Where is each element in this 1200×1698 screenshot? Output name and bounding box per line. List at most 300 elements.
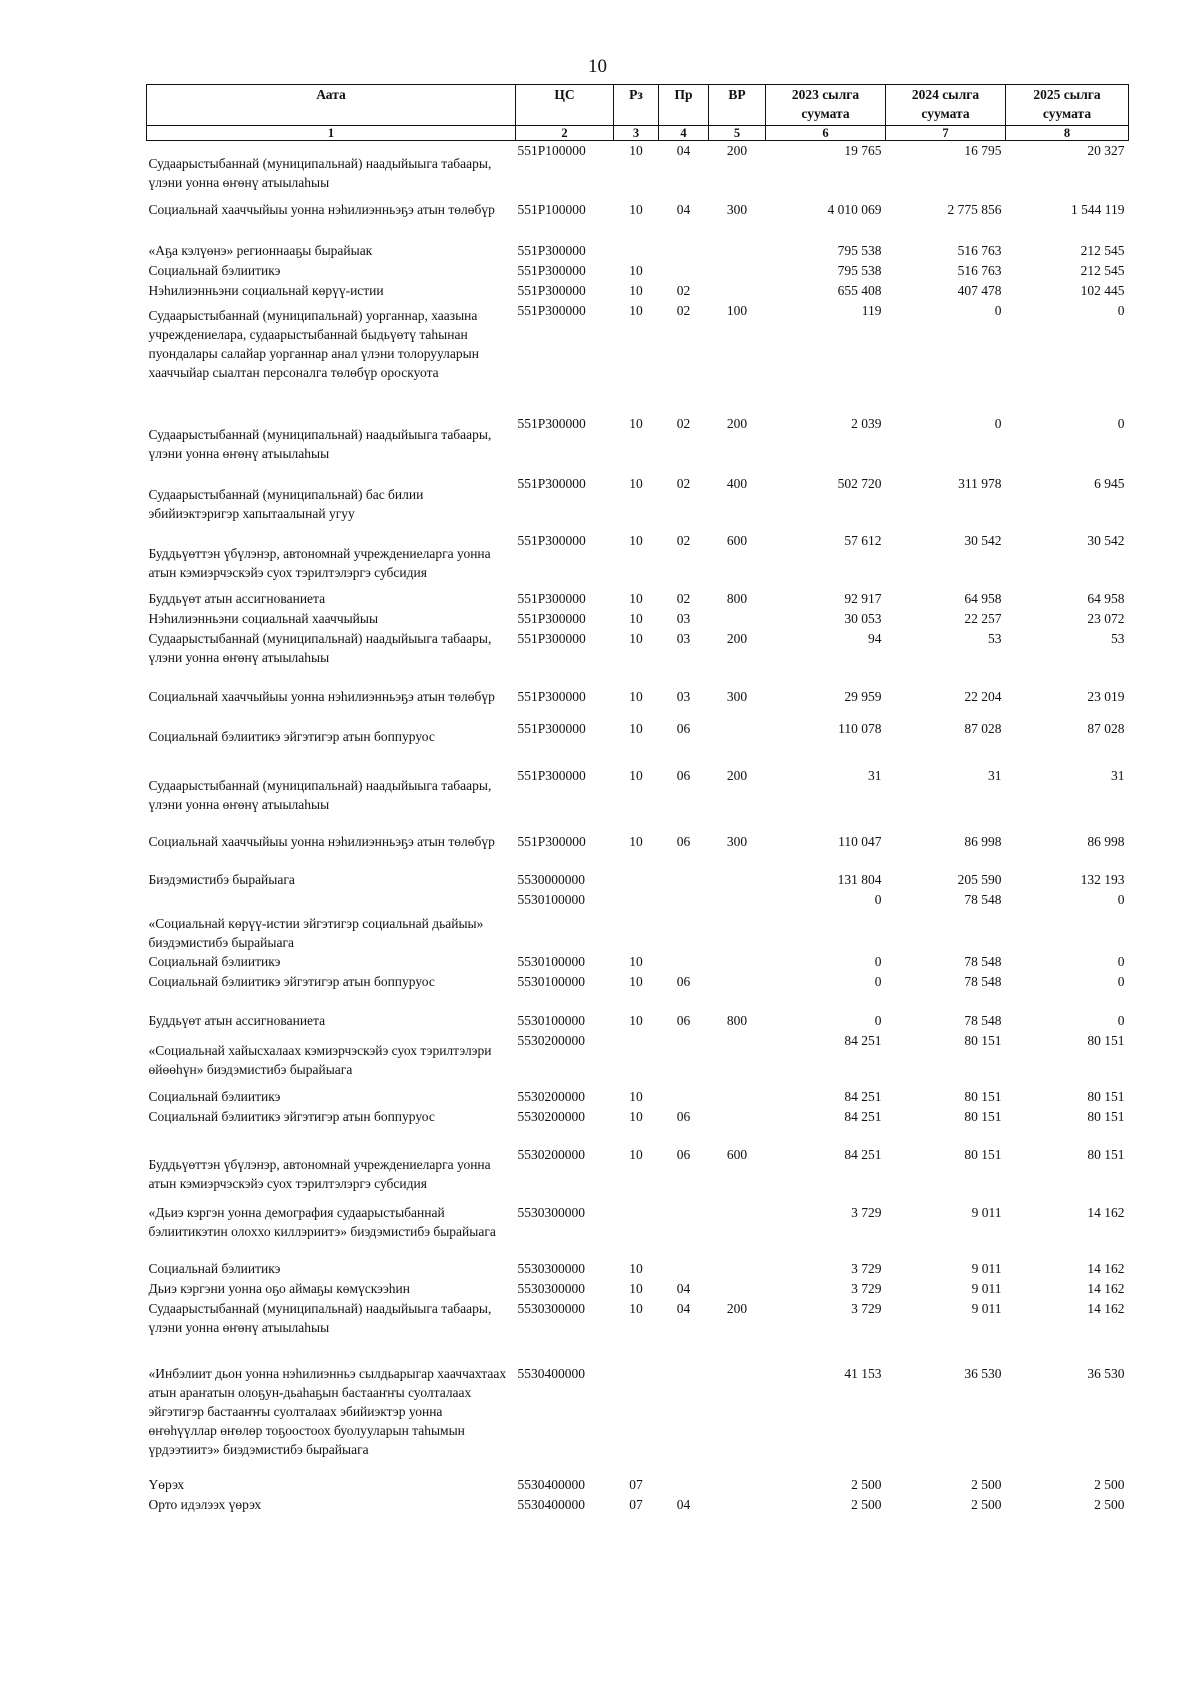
row-cs-code: 551P300000 bbox=[517, 415, 586, 431]
row-name: Судаарыстыбаннай (муниципальнай) наадыйыыга табаары, үлэни уонна өҥөнү атыылаһыы bbox=[148, 630, 492, 665]
row-vr-code bbox=[709, 952, 766, 972]
row-amount-2025: 0 bbox=[1117, 973, 1125, 989]
row-name: «Аҕа кэлүөнэ» регионнааҕы бырайыак bbox=[148, 242, 373, 258]
row-amount-2025: 14 162 bbox=[1087, 1280, 1125, 1296]
row-pr-code bbox=[659, 241, 709, 261]
row-cs-code: 551P300000 bbox=[517, 590, 586, 606]
table-body bbox=[147, 141, 1129, 1515]
row-vr-code bbox=[709, 1087, 766, 1107]
row-name: «Социальнай хайысхалаах кэмиэрчэскэйэ суох тэрилтэлэри өйөөһүн» биэдэмистибэ бырайыага bbox=[148, 1042, 492, 1077]
row-amount-2025: 86 998 bbox=[1087, 833, 1125, 849]
row-pr-code: 06 bbox=[676, 1108, 691, 1124]
table-row bbox=[147, 474, 1129, 531]
row-amount-2024: 205 590 bbox=[957, 871, 1002, 887]
row-name: Судаарыстыбаннай (муниципальнай) наадыйыыга табаары, үлэни уонна өҥөнү атыылаһыы bbox=[148, 156, 492, 190]
row-vr-code bbox=[709, 719, 766, 766]
row-amount-2024: 80 151 bbox=[964, 1108, 1002, 1124]
table-row bbox=[147, 531, 1129, 589]
row-amount-2023: 29 959 bbox=[844, 688, 882, 704]
row-rz-code: 10 bbox=[629, 262, 643, 278]
column-number: 7 bbox=[886, 126, 1006, 141]
row-amount-2024: 0 bbox=[994, 415, 1002, 431]
row-amount-2024: 87 028 bbox=[964, 720, 1002, 736]
row-amount-2023: 131 804 bbox=[837, 871, 882, 887]
row-name: Орто идэлээх үөрэх bbox=[148, 1496, 262, 1512]
table-row bbox=[147, 414, 1129, 474]
row-cs-code: 5530300000 bbox=[517, 1260, 585, 1276]
row-name: Судаарыстыбаннай (муниципальнай) наадыйыыга табаары, үлэни уонна өҥөнү атыылаһыы bbox=[148, 426, 492, 461]
row-amount-2023: 31 bbox=[868, 767, 882, 783]
row-amount-2023: 3 729 bbox=[851, 1260, 882, 1276]
row-rz-code bbox=[614, 241, 659, 261]
column-number: 1 bbox=[147, 126, 516, 141]
row-cs-code: 5530400000 bbox=[517, 1476, 585, 1492]
table-row bbox=[147, 281, 1129, 301]
row-amount-2025: 31 bbox=[1111, 767, 1125, 783]
table-row bbox=[147, 261, 1129, 281]
row-vr-code: 200 bbox=[726, 143, 748, 158]
row-cs-code: 5530300000 bbox=[517, 1300, 585, 1316]
table-row bbox=[147, 629, 1129, 687]
row-pr-code: 02 bbox=[676, 302, 691, 318]
row-name: Социальнай бэлиитикэ bbox=[148, 1088, 281, 1104]
row-amount-2023: 84 251 bbox=[844, 1088, 882, 1104]
table-row bbox=[147, 1031, 1129, 1087]
row-cs-code: 5530100000 bbox=[517, 1012, 585, 1028]
row-vr-code: 400 bbox=[726, 475, 748, 491]
row-cs-code: 5530200000 bbox=[517, 1088, 585, 1104]
table-row bbox=[147, 141, 1129, 200]
table-row bbox=[147, 589, 1129, 609]
row-rz-code: 10 bbox=[629, 201, 643, 217]
row-pr-code: 06 bbox=[676, 720, 691, 736]
row-amount-2025: 2 500 bbox=[1094, 1496, 1125, 1512]
row-amount-2025: 0 bbox=[1117, 891, 1125, 907]
row-rz-code: 10 bbox=[629, 630, 643, 646]
row-pr-code: 03 bbox=[676, 610, 691, 626]
row-amount-2025: 0 bbox=[1117, 302, 1125, 318]
row-amount-2023: 2 500 bbox=[851, 1496, 882, 1512]
header-vr: ВР bbox=[709, 85, 766, 126]
row-cs-code: 5530200000 bbox=[517, 1108, 585, 1124]
row-amount-2025: 64 958 bbox=[1087, 590, 1125, 606]
row-name: Дьиэ кэргэни уонна оҕо аймаҕы көмүскээһин bbox=[148, 1280, 410, 1296]
header-cs: ЦС bbox=[516, 85, 614, 126]
row-amount-2025: 23 072 bbox=[1087, 610, 1125, 626]
table-row bbox=[147, 687, 1129, 719]
row-vr-code: 200 bbox=[726, 767, 748, 783]
row-name: Социальнай бэлиитикэ эйгэтигэр атын боппуруос bbox=[148, 973, 435, 989]
row-cs-code: 551P100000 bbox=[517, 201, 586, 217]
row-amount-2023: 84 251 bbox=[844, 1146, 882, 1162]
row-rz-code: 10 bbox=[629, 1088, 643, 1104]
row-cs-code: 551P300000 bbox=[517, 610, 586, 626]
row-amount-2025: 53 bbox=[1111, 630, 1125, 646]
row-amount-2024: 31 bbox=[988, 767, 1002, 783]
row-pr-code bbox=[659, 1087, 709, 1107]
row-rz-code bbox=[614, 870, 659, 890]
row-name: Судаарыстыбаннай (муниципальнай) уорганнар, хаазына учреждениелара, судаарыстыбаннай быдьүөтү таһынан пуондалары салайар уорганнар анал үлэни толорууларын хааччыйар сыалтан персоналга төлөбүр ороскуота bbox=[148, 307, 479, 380]
header-row bbox=[147, 85, 1129, 126]
row-rz-code: 10 bbox=[629, 532, 643, 548]
row-vr-code: 100 bbox=[726, 302, 748, 318]
row-amount-2024: 78 548 bbox=[964, 1012, 1002, 1028]
row-amount-2025: 80 151 bbox=[1087, 1108, 1125, 1124]
table-row bbox=[147, 1299, 1129, 1364]
row-cs-code: 551P300000 bbox=[517, 242, 586, 258]
row-vr-code: 200 bbox=[726, 630, 748, 646]
row-amount-2025: 132 193 bbox=[1080, 871, 1125, 887]
row-name: Судаарыстыбаннай (муниципальнай) бас билии эбийиэктэригэр хапытаалынай угуу bbox=[148, 486, 424, 521]
row-rz-code: 10 bbox=[629, 767, 643, 783]
row-pr-code bbox=[659, 261, 709, 281]
row-amount-2023: 41 153 bbox=[844, 1365, 882, 1381]
row-amount-2024: 64 958 bbox=[964, 590, 1002, 606]
row-name: Социальнай бэлиитикэ эйгэтигэр атын боппуруос bbox=[148, 1108, 435, 1124]
row-rz-code: 07 bbox=[629, 1496, 643, 1512]
row-amount-2023: 0 bbox=[874, 973, 882, 989]
row-rz-code: 10 bbox=[629, 720, 643, 736]
row-amount-2024: 16 795 bbox=[964, 143, 1002, 158]
row-amount-2023: 92 917 bbox=[844, 590, 882, 606]
row-vr-code bbox=[709, 241, 766, 261]
table-row bbox=[147, 890, 1129, 952]
row-pr-code: 02 bbox=[676, 590, 691, 606]
row-amount-2025: 14 162 bbox=[1087, 1300, 1125, 1316]
row-cs-code: 5530100000 bbox=[517, 953, 585, 969]
row-vr-code bbox=[709, 261, 766, 281]
row-amount-2025: 2 500 bbox=[1094, 1476, 1125, 1492]
table-row bbox=[147, 1145, 1129, 1203]
row-pr-code: 06 bbox=[676, 973, 691, 989]
row-name: «Социальнай көрүү-истии эйгэтигэр социальнай дьайыы» биэдэмистибэ бырайыага bbox=[148, 915, 484, 950]
row-name: «Инбэлиит дьон уонна нэһилиэнньэ сылдьарыгар хааччахтаах атын араҥатын олоҕун-дьаһаҕын бастааҥҥы суолталаах эйгэтигэр бастааҥҥы суолталаах эбийиэктэр уонна өҥөһүүллар өҥөлөр тоҕоостоох буолууларын таһымын үрдээтиитэ» биэдэмистибэ бырайыага bbox=[148, 1365, 507, 1457]
row-amount-2025: 0 bbox=[1117, 415, 1125, 431]
row-name: Нэһилиэнньэни социальнай хааччыйыы bbox=[148, 610, 379, 626]
row-amount-2024: 80 151 bbox=[964, 1146, 1002, 1162]
row-vr-code: 300 bbox=[726, 201, 748, 217]
row-amount-2024: 9 011 bbox=[971, 1300, 1002, 1316]
row-amount-2024: 2 500 bbox=[971, 1496, 1002, 1512]
row-amount-2024: 9 011 bbox=[971, 1260, 1002, 1276]
row-pr-code: 06 bbox=[676, 1012, 691, 1028]
budget-table bbox=[146, 84, 1129, 1515]
row-rz-code: 10 bbox=[629, 143, 643, 158]
row-pr-code: 02 bbox=[676, 415, 691, 431]
row-amount-2023: 84 251 bbox=[844, 1032, 882, 1048]
row-amount-2023: 502 720 bbox=[837, 475, 882, 491]
row-amount-2025: 1 544 119 bbox=[1071, 201, 1125, 217]
row-cs-code: 551P300000 bbox=[517, 630, 586, 646]
row-vr-code: 600 bbox=[726, 1146, 748, 1162]
row-name: Социальнай хааччыйыы уонна нэһилиэнньэҕэ атын төлөбүр bbox=[148, 688, 495, 704]
row-rz-code: 10 bbox=[629, 973, 643, 989]
table-row bbox=[147, 1279, 1129, 1299]
row-amount-2024: 9 011 bbox=[971, 1280, 1002, 1296]
column-number: 3 bbox=[614, 126, 659, 141]
row-vr-code: 800 bbox=[726, 1012, 748, 1028]
row-cs-code: 551P300000 bbox=[517, 532, 586, 548]
row-vr-code bbox=[709, 1107, 766, 1145]
row-amount-2025: 80 151 bbox=[1087, 1146, 1125, 1162]
row-cs-code: 551P300000 bbox=[517, 282, 586, 298]
row-amount-2025: 14 162 bbox=[1087, 1204, 1125, 1220]
row-rz-code: 10 bbox=[629, 415, 643, 431]
row-rz-code bbox=[614, 890, 659, 952]
row-amount-2024: 78 548 bbox=[964, 891, 1002, 907]
row-amount-2023: 57 612 bbox=[844, 532, 882, 548]
row-rz-code: 10 bbox=[629, 1260, 643, 1276]
page-number: 10 bbox=[588, 56, 607, 77]
row-pr-code bbox=[659, 1031, 709, 1087]
table-row bbox=[147, 1495, 1129, 1515]
row-amount-2025: 87 028 bbox=[1087, 720, 1125, 736]
row-amount-2024: 80 151 bbox=[964, 1032, 1002, 1048]
row-amount-2025: 36 530 bbox=[1087, 1365, 1125, 1381]
row-amount-2023: 30 053 bbox=[844, 610, 882, 626]
row-amount-2024: 78 548 bbox=[964, 973, 1002, 989]
row-name: «Дьиэ кэргэн уонна демография судаарыстыбаннай бэлиитикэтин олоххо киллэриитэ» биэдэмистибэ бырайыага bbox=[148, 1204, 496, 1239]
row-pr-code bbox=[659, 870, 709, 890]
row-amount-2023: 0 bbox=[874, 953, 882, 969]
row-cs-code: 551P300000 bbox=[517, 767, 586, 783]
row-cs-code: 551P300000 bbox=[517, 688, 586, 704]
header-2023: 2023 сылга суумата bbox=[766, 85, 886, 126]
header-rz: Рз bbox=[614, 85, 659, 126]
row-cs-code: 5530400000 bbox=[517, 1365, 585, 1381]
row-pr-code bbox=[659, 1364, 709, 1475]
row-name: Буддьүөт атын ассигнованиета bbox=[148, 590, 326, 606]
row-vr-code bbox=[709, 890, 766, 952]
row-amount-2024: 516 763 bbox=[957, 242, 1002, 258]
row-vr-code: 200 bbox=[726, 1300, 748, 1316]
row-name: Судаарыстыбаннай (муниципальнай) наадыйыыга табаары, үлэни уонна өҥөнү атыылаһыы bbox=[148, 777, 492, 812]
row-amount-2024: 2 500 bbox=[971, 1476, 1002, 1492]
row-rz-code: 10 bbox=[629, 1146, 643, 1162]
row-amount-2024: 0 bbox=[994, 302, 1002, 318]
row-cs-code: 551P300000 bbox=[517, 302, 586, 318]
row-cs-code: 551P300000 bbox=[517, 720, 586, 736]
row-cs-code: 551P100000 bbox=[517, 143, 586, 158]
row-vr-code bbox=[709, 1203, 766, 1259]
row-name: Буддьүөт атын ассигнованиета bbox=[148, 1012, 326, 1028]
row-rz-code: 10 bbox=[629, 590, 643, 606]
column-number: 5 bbox=[709, 126, 766, 141]
row-vr-code bbox=[709, 1495, 766, 1515]
row-vr-code bbox=[709, 870, 766, 890]
row-pr-code: 04 bbox=[676, 1280, 691, 1296]
row-name: Буддьүөттэн үбүлэнэр, автономнай учреждениеларга уонна атын кэмиэрчэскэйэ суох тэрилтэлэргэ субсидия bbox=[148, 1156, 491, 1191]
table-row bbox=[147, 241, 1129, 261]
row-amount-2024: 22 257 bbox=[964, 610, 1002, 626]
row-amount-2025: 212 545 bbox=[1080, 262, 1125, 278]
row-vr-code: 600 bbox=[726, 532, 748, 548]
row-amount-2024: 516 763 bbox=[957, 262, 1002, 278]
table-row bbox=[147, 1011, 1129, 1031]
row-amount-2023: 795 538 bbox=[837, 262, 882, 278]
row-name: Судаарыстыбаннай (муниципальнай) наадыйыыга табаары, үлэни уонна өҥөнү атыылаһыы bbox=[148, 1300, 492, 1335]
row-name: Нэһилиэнньэни социальнай көрүү-истии bbox=[148, 282, 384, 298]
row-rz-code bbox=[614, 1364, 659, 1475]
row-amount-2023: 110 078 bbox=[838, 720, 882, 736]
table-row bbox=[147, 1087, 1129, 1107]
row-name: Социальнай хааччыйыы уонна нэһилиэнньэҕэ атын төлөбүр bbox=[148, 833, 495, 849]
row-name: Социальнай бэлиитикэ эйгэтигэр атын боппуруос bbox=[148, 728, 435, 744]
row-name: Социальнай бэлиитикэ bbox=[148, 262, 281, 278]
row-amount-2023: 0 bbox=[874, 891, 882, 907]
row-amount-2024: 36 530 bbox=[964, 1365, 1002, 1381]
table-row bbox=[147, 766, 1129, 832]
table-row bbox=[147, 200, 1129, 241]
column-number: 8 bbox=[1006, 126, 1129, 141]
header-pr: Пр bbox=[659, 85, 709, 126]
row-amount-2025: 80 151 bbox=[1087, 1088, 1125, 1104]
row-pr-code: 04 bbox=[676, 1300, 691, 1316]
row-pr-code: 06 bbox=[676, 767, 691, 783]
column-number-row bbox=[147, 126, 1129, 141]
row-name: Биэдэмистибэ бырайыага bbox=[148, 871, 295, 887]
table-row bbox=[147, 870, 1129, 890]
column-number: 4 bbox=[659, 126, 709, 141]
row-pr-code: 02 bbox=[676, 475, 691, 491]
header-name: Аата bbox=[147, 85, 516, 126]
row-rz-code: 10 bbox=[629, 953, 643, 969]
row-cs-code: 551P300000 bbox=[517, 475, 586, 491]
row-amount-2023: 110 047 bbox=[838, 833, 882, 849]
row-cs-code: 5530100000 bbox=[517, 973, 585, 989]
column-number: 6 bbox=[766, 126, 886, 141]
row-amount-2023: 3 729 bbox=[851, 1204, 882, 1220]
row-vr-code: 800 bbox=[726, 590, 748, 606]
row-cs-code: 551P300000 bbox=[517, 262, 586, 278]
row-rz-code: 10 bbox=[629, 1280, 643, 1296]
row-amount-2025: 20 327 bbox=[1087, 143, 1125, 158]
row-amount-2023: 0 bbox=[874, 1012, 882, 1028]
row-rz-code: 10 bbox=[629, 610, 643, 626]
row-amount-2025: 30 542 bbox=[1087, 532, 1125, 548]
row-rz-code: 07 bbox=[629, 1476, 643, 1492]
row-amount-2023: 3 729 bbox=[851, 1300, 882, 1316]
row-pr-code: 06 bbox=[676, 1146, 691, 1162]
row-amount-2025: 212 545 bbox=[1080, 242, 1125, 258]
row-amount-2025: 6 945 bbox=[1094, 475, 1125, 491]
table-row bbox=[147, 1107, 1129, 1145]
row-amount-2024: 80 151 bbox=[964, 1088, 1002, 1104]
row-name: Буддьүөттэн үбүлэнэр, автономнай учреждениеларга уонна атын кэмиэрчэскэйэ суох тэрилтэлэргэ субсидия bbox=[148, 545, 491, 580]
row-vr-code bbox=[709, 1475, 766, 1495]
row-vr-code bbox=[709, 1031, 766, 1087]
row-cs-code: 5530400000 bbox=[517, 1496, 585, 1512]
row-amount-2025: 0 bbox=[1117, 1012, 1125, 1028]
row-cs-code: 5530000000 bbox=[517, 871, 585, 887]
row-rz-code: 10 bbox=[629, 688, 643, 704]
row-amount-2025: 102 445 bbox=[1080, 282, 1125, 298]
row-vr-code: 300 bbox=[726, 688, 748, 704]
row-rz-code: 10 bbox=[629, 833, 643, 849]
row-rz-code bbox=[614, 1203, 659, 1259]
table-row bbox=[147, 1364, 1129, 1475]
row-vr-code bbox=[709, 609, 766, 629]
row-vr-code bbox=[709, 1364, 766, 1475]
row-cs-code: 551P300000 bbox=[517, 833, 586, 849]
row-pr-code bbox=[659, 952, 709, 972]
table-row bbox=[147, 609, 1129, 629]
row-rz-code: 10 bbox=[629, 1012, 643, 1028]
row-pr-code: 02 bbox=[676, 532, 691, 548]
row-rz-code: 10 bbox=[629, 282, 643, 298]
row-vr-code: 200 bbox=[726, 415, 748, 431]
row-rz-code: 10 bbox=[629, 1108, 643, 1124]
row-name: Үөрэх bbox=[148, 1476, 185, 1492]
row-pr-code: 04 bbox=[676, 201, 691, 217]
table-row bbox=[147, 1475, 1129, 1495]
row-cs-code: 5530100000 bbox=[517, 891, 585, 907]
row-amount-2025: 80 151 bbox=[1087, 1032, 1125, 1048]
row-rz-code: 10 bbox=[629, 302, 643, 318]
row-pr-code bbox=[659, 1203, 709, 1259]
row-amount-2023: 4 010 069 bbox=[827, 201, 882, 217]
header-2025: 2025 сылга суумата bbox=[1006, 85, 1129, 126]
row-pr-code bbox=[659, 1259, 709, 1279]
table-row bbox=[147, 1203, 1129, 1259]
row-vr-code bbox=[709, 1259, 766, 1279]
row-cs-code: 5530300000 bbox=[517, 1204, 585, 1220]
header-2024: 2024 сылга суумата bbox=[886, 85, 1006, 126]
row-amount-2024: 311 978 bbox=[958, 475, 1002, 491]
table-row bbox=[147, 301, 1129, 414]
table-row bbox=[147, 1259, 1129, 1279]
row-name: Социальнай бэлиитикэ bbox=[148, 1260, 281, 1276]
row-amount-2024: 407 478 bbox=[957, 282, 1002, 298]
row-vr-code bbox=[709, 281, 766, 301]
row-amount-2023: 19 765 bbox=[844, 143, 882, 158]
row-amount-2025: 14 162 bbox=[1087, 1260, 1125, 1276]
row-cs-code: 5530300000 bbox=[517, 1280, 585, 1296]
row-pr-code bbox=[659, 1475, 709, 1495]
row-amount-2023: 2 500 bbox=[851, 1476, 882, 1492]
row-vr-code bbox=[709, 1279, 766, 1299]
row-vr-code: 300 bbox=[726, 833, 748, 849]
row-pr-code: 04 bbox=[676, 1496, 691, 1512]
row-cs-code: 5530200000 bbox=[517, 1146, 585, 1162]
row-amount-2024: 9 011 bbox=[971, 1204, 1002, 1220]
row-rz-code bbox=[614, 1031, 659, 1087]
row-amount-2025: 0 bbox=[1117, 953, 1125, 969]
row-pr-code: 03 bbox=[676, 688, 691, 704]
row-rz-code: 10 bbox=[629, 1300, 643, 1316]
row-vr-code bbox=[709, 972, 766, 1011]
row-pr-code: 03 bbox=[676, 630, 691, 646]
column-number: 2 bbox=[516, 126, 614, 141]
row-amount-2024: 78 548 bbox=[964, 953, 1002, 969]
row-cs-code: 5530200000 bbox=[517, 1032, 585, 1048]
row-rz-code: 10 bbox=[629, 475, 643, 491]
row-amount-2023: 3 729 bbox=[851, 1280, 882, 1296]
row-amount-2023: 94 bbox=[868, 630, 882, 646]
row-amount-2025: 23 019 bbox=[1087, 688, 1125, 704]
row-pr-code: 04 bbox=[676, 143, 691, 158]
table-row bbox=[147, 832, 1129, 870]
row-amount-2023: 655 408 bbox=[837, 282, 882, 298]
row-pr-code: 02 bbox=[676, 282, 691, 298]
table-row bbox=[147, 952, 1129, 972]
row-amount-2024: 86 998 bbox=[964, 833, 1002, 849]
row-amount-2023: 2 039 bbox=[851, 415, 882, 431]
row-name: Социальнай хааччыйыы уонна нэһилиэнньэҕэ атын төлөбүр bbox=[148, 201, 495, 217]
row-amount-2023: 119 bbox=[861, 302, 882, 318]
row-amount-2024: 53 bbox=[988, 630, 1002, 646]
row-amount-2023: 795 538 bbox=[837, 242, 882, 258]
